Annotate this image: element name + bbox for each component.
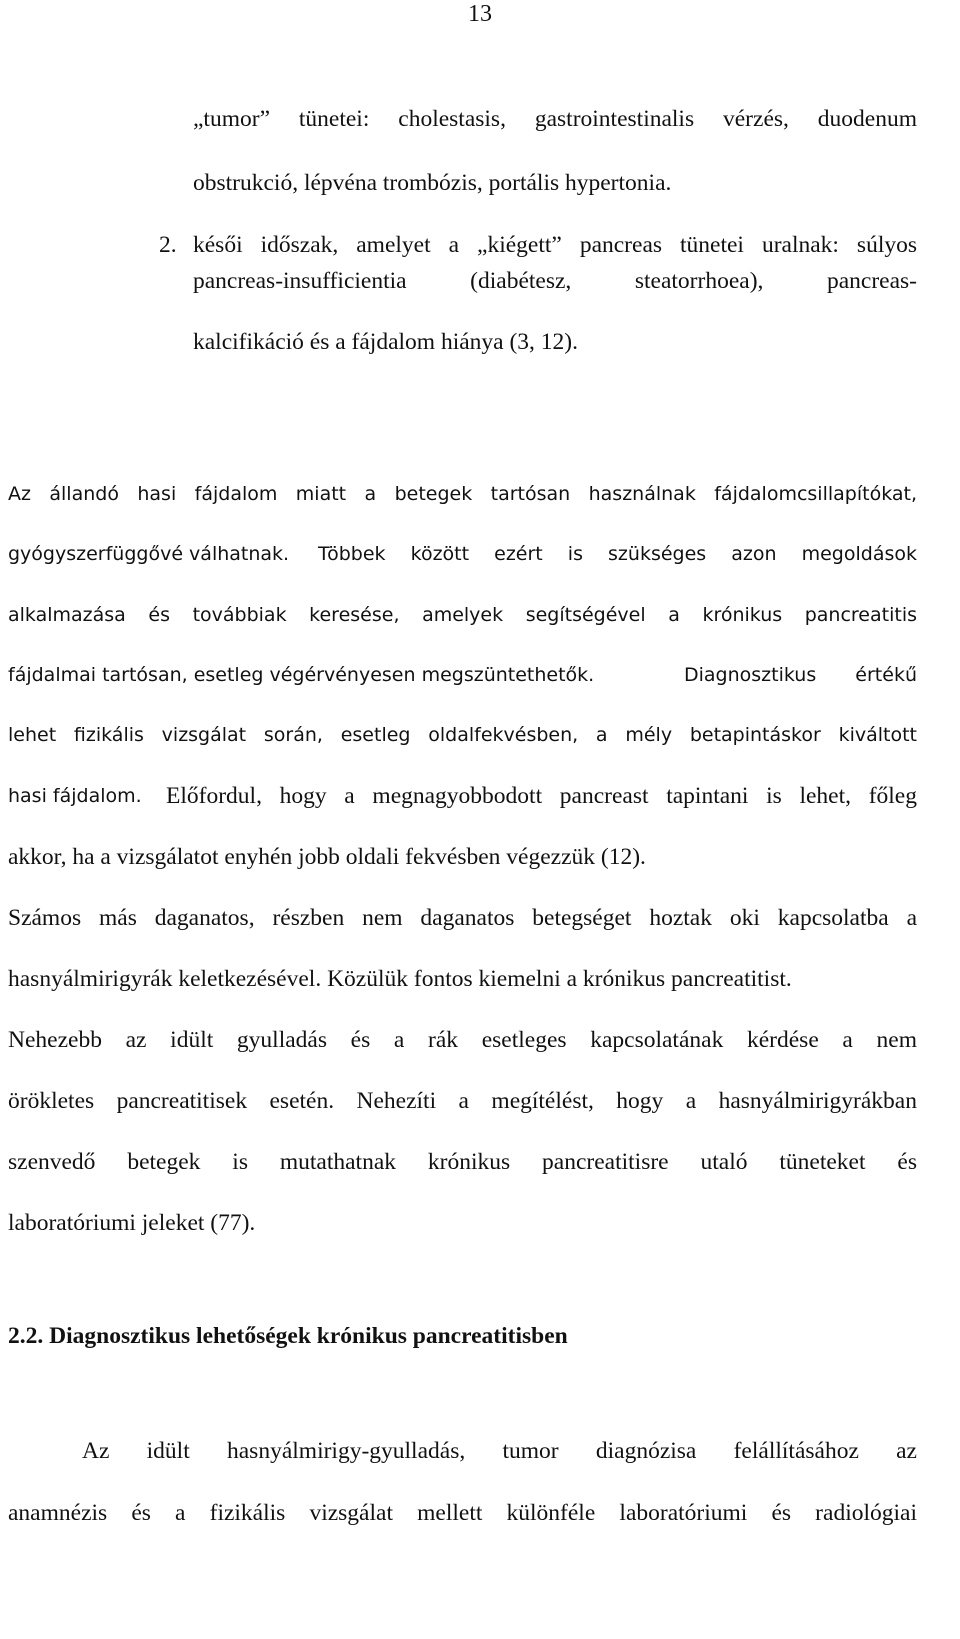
paragraph-1-line-10: Nehezebb az idült gyulladás és a rák esetleges kapcsolatának kérdése a nem bbox=[8, 1027, 917, 1053]
paragraph-1-line-7: akkor, ha a vizsgálatot enyhén jobb oldali fekvésben végezzük (12). bbox=[8, 844, 646, 870]
paragraph-1-line-4b: Diagnosztikus értékű bbox=[684, 664, 917, 686]
paragraph-1-line-5: lehet fizikális vizsgálat során, esetleg oldalfekvésben, a mély betapintáskor kiváltott bbox=[8, 724, 917, 746]
paragraph-1-line-8: Számos más daganatos, részben nem daganatos betegséget hoztak oki kapcsolatba a bbox=[8, 905, 917, 931]
list-item-2-line-1: késői időszak, amelyet a „kiégett” pancreas tünetei uralnak: súlyos bbox=[193, 232, 917, 258]
list-continuation-line-1: „tumor” tünetei: cholestasis, gastrointestinalis vérzés, duodenum bbox=[193, 106, 917, 132]
paragraph-1-line-6b: Előfordul, hogy a megnagyobbodott pancreast tapintani is lehet, főleg bbox=[166, 783, 917, 809]
paragraph-1-line-12: szenvedő betegek is mutathatnak krónikus pancreatitisre utaló tüneteket és bbox=[8, 1149, 917, 1175]
page-number: 13 bbox=[468, 1, 492, 27]
paragraph-1-line-1: Az állandó hasi fájdalom miatt a betegek tartósan használnak fájdalomcsillapítókat, bbox=[8, 483, 917, 505]
paragraph-1-line-3: alkalmazása és továbbiak keresése, amelyek segítségével a krónikus pancreatitis bbox=[8, 604, 917, 626]
paragraph-1-line-9: hasnyálmirigyrák keletkezésével. Közülük fontos kiemelni a krónikus pancreatitist. bbox=[8, 966, 792, 992]
paragraph-1-line-6a: hasi fájdalom. bbox=[8, 785, 142, 807]
section-heading: 2.2. Diagnosztikus lehetőségek krónikus pancreatitisben bbox=[8, 1323, 568, 1349]
paragraph-1-line-2b: Többek között ezért is szükséges azon megoldások bbox=[318, 543, 917, 565]
paragraph-1-line-11: örökletes pancreatitisek esetén. Nehezíti a megítélést, hogy a hasnyálmirigyrákban bbox=[8, 1088, 917, 1114]
paragraph-1-line-4a: fájdalmai tartósan, esetleg végérvényesen megszüntethetők. bbox=[8, 664, 595, 686]
paragraph-1-line-2a: gyógyszerfüggővé válhatnak. bbox=[8, 543, 290, 565]
paragraph-1-line-13: laboratóriumi jeleket (77). bbox=[8, 1210, 256, 1236]
list-continuation-line-2: obstrukció, lépvéna trombózis, portális hypertonia. bbox=[193, 170, 672, 196]
paragraph-2-line-2: anamnézis és a fizikális vizsgálat mellett különféle laboratóriumi és radiológiai bbox=[8, 1500, 917, 1526]
list-item-marker: 2. bbox=[159, 232, 177, 258]
paragraph-2-line-1: Az idült hasnyálmirigy-gyulladás, tumor diagnózisa felállításához az bbox=[82, 1438, 917, 1464]
list-item-2-line-2: pancreas-insufficientia (diabétesz, steatorrhoea), pancreas- bbox=[193, 268, 917, 294]
list-item-2-line-3: kalcifikáció és a fájdalom hiánya (3, 12). bbox=[193, 329, 578, 355]
